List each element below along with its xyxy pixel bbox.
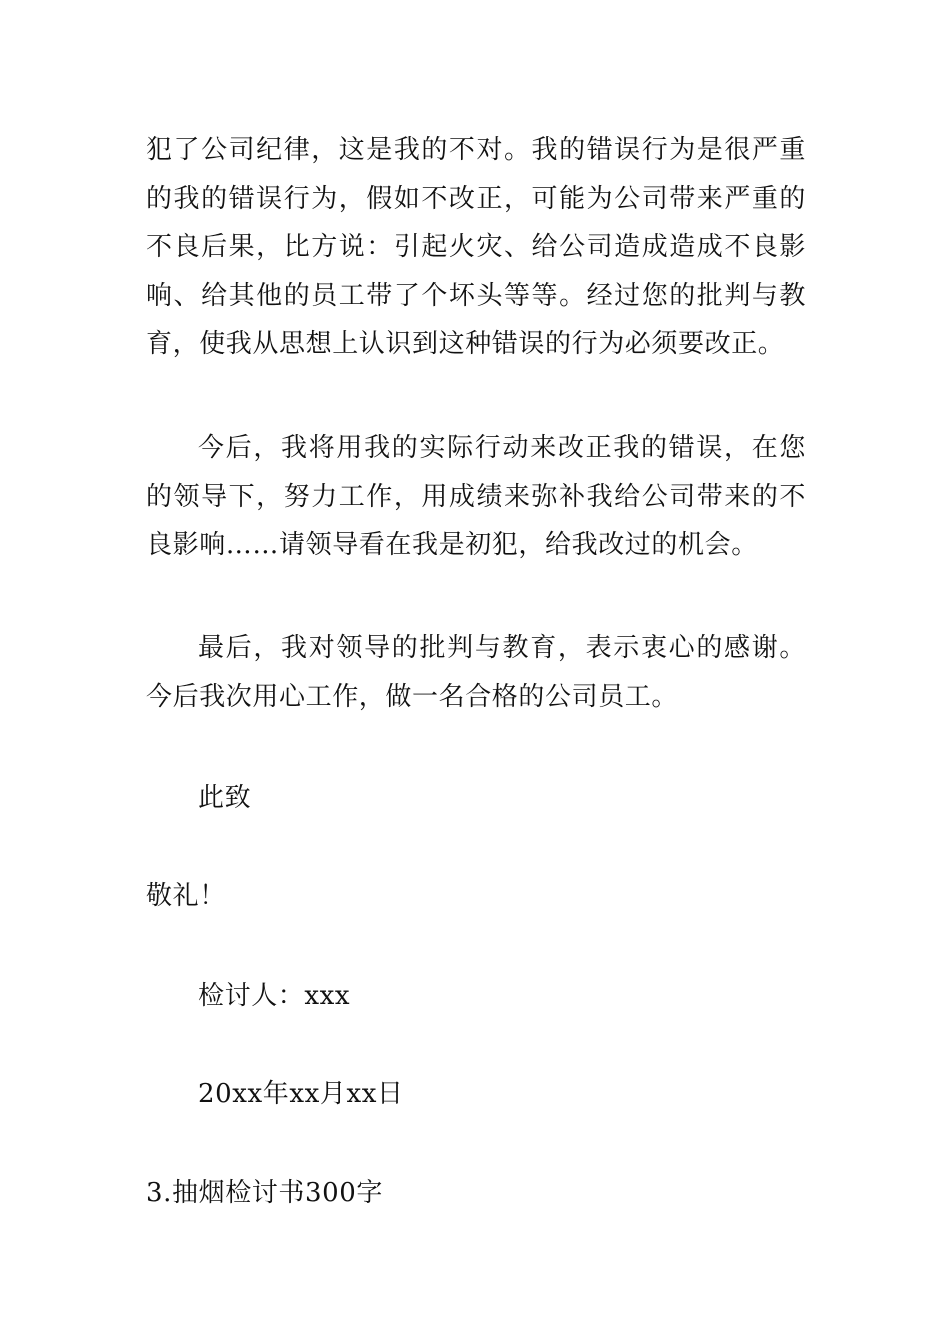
closing-text: 此致 (198, 783, 252, 813)
date: 20xx年xx月xx日 (198, 1079, 404, 1109)
paragraph-3: 最后，我对领导的批判与教育，表示衷心的感谢。今后我次用心工作，做一名合格的公司员工。 (146, 633, 806, 712)
paragraph-1: 犯了公司纪律，这是我的不对。我的错误行为是很严重的我的错误行为，假如不改正，可能为公司带来严重的不良后果，比方说：引起火灾、给公司造成造成不良影响、给其他的员工带了个坏头等等。经过您的批判与教育，使我从思想上认识到这种错误的行为必须要改正。 (146, 135, 806, 359)
signature: 检讨人：xxx (198, 981, 351, 1011)
paragraph-2: 今后，我将用我的实际行动来改正我的错误，在您的领导下，努力工作，用成绩来弥补我给公司带来的不良影响……请领导看在我是初犯，给我改过的机会。 (146, 433, 806, 560)
section-heading: 3.抽烟检讨书300字 (146, 1178, 384, 1208)
salute-text: 敬礼！ (146, 881, 226, 911)
